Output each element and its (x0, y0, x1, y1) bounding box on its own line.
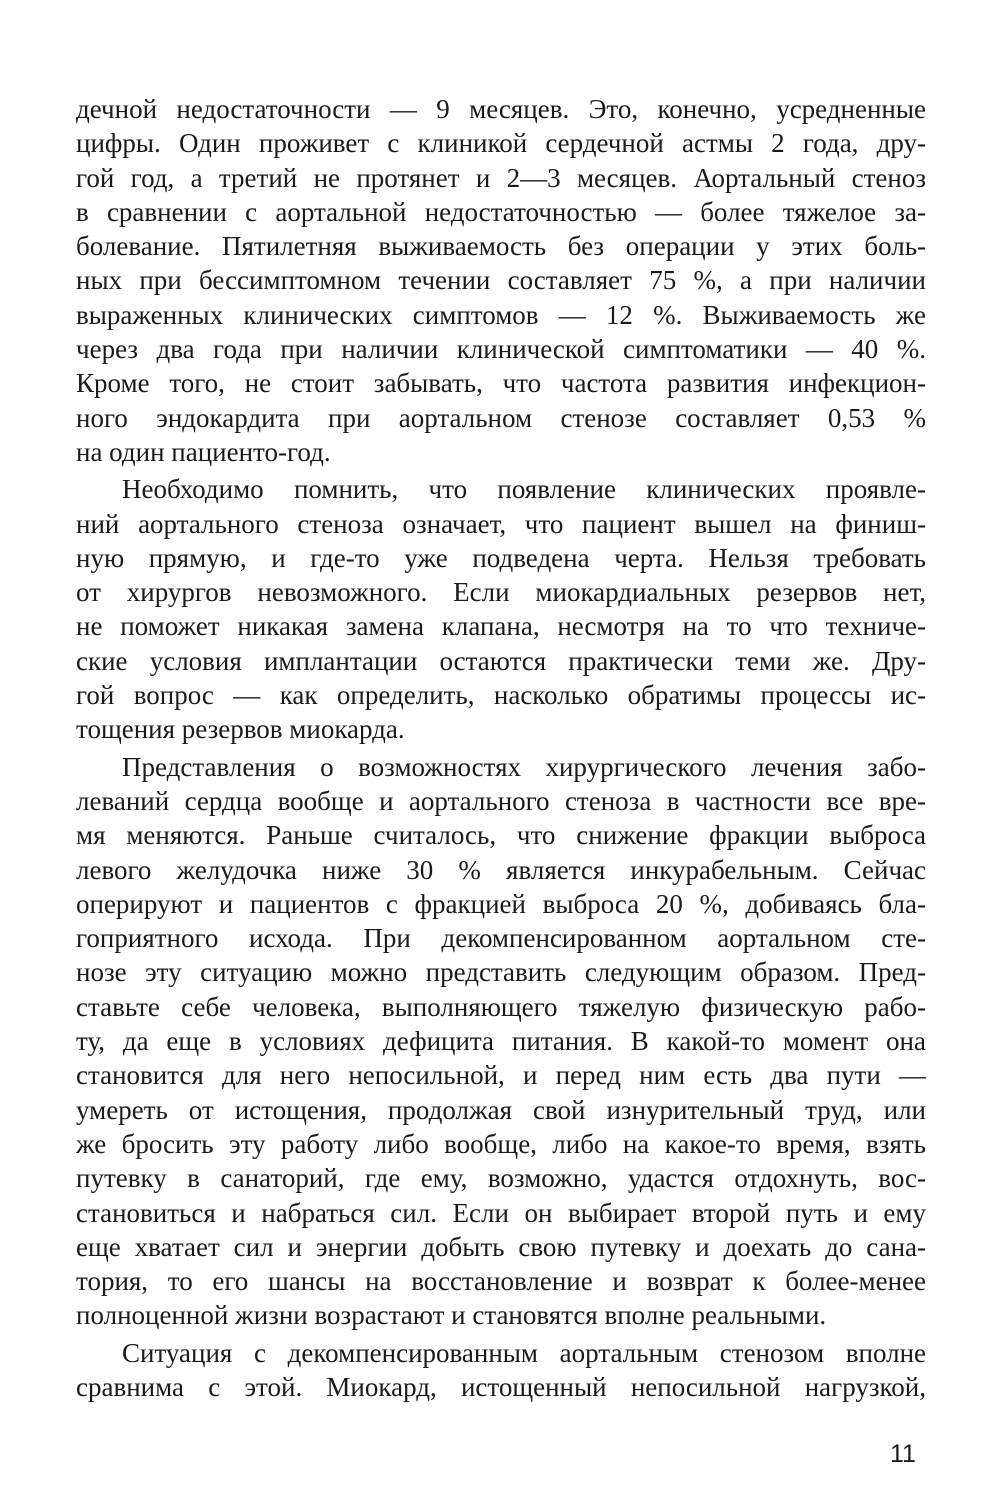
paragraph (76, 1336, 926, 1405)
body-text (76, 92, 926, 1404)
text-line: леваний сердца вообще и аортального стеноза в частности все вре- (76, 785, 926, 816)
text-line: нозе эту ситуацию можно представить следующим образом. Пред- (76, 957, 926, 988)
text-line: же бросить эту работу либо вообще, либо на какое-то время, взять (76, 1128, 926, 1159)
text-line: Ситуация с декомпенсированным аортальным стенозом вполне (122, 1337, 926, 1368)
text-line: ных при бессимптомном течении составляет 75 %, а при наличии (76, 265, 926, 296)
text-line: тория, то его шансы на восстановление и возврат к более-менее (76, 1266, 926, 1297)
text-line: левого желудочка ниже 30 % является инкурабельным. Сейчас (76, 854, 926, 885)
text-line: сравнима с этой. Миокард, истощенный непосильной нагрузкой, (76, 1371, 926, 1402)
text-line: цифры. Один проживет с клиникой сердечной астмы 2 года, дру- (76, 128, 926, 159)
text-line: от хирургов невозможного. Если миокардиальных резервов нет, (76, 577, 926, 608)
text-line: оперируют и пациентов с фракцией выброса 20 %, добиваясь бла- (76, 888, 926, 919)
text-line: еще хватает сил и энергии добыть свою путевку и доехать до сана- (76, 1231, 926, 1262)
text-line: тощения резервов миокарда. (76, 714, 405, 745)
paragraph (76, 472, 926, 746)
page-number: 11 (890, 1440, 916, 1468)
text-line: гоприятного исхода. При декомпенсированном аортальном сте- (76, 923, 926, 954)
paragraph (76, 750, 926, 1333)
text-line: мя меняются. Раньше считалось, что снижение фракции выброса (76, 820, 926, 851)
text-line: болевание. Пятилетняя выживаемость без операции у этих боль- (76, 231, 926, 262)
text-line: Кроме того, не стоит забывать, что частота развития инфекцион- (76, 368, 926, 399)
text-line: ту, да еще в условиях дефицита питания. В какой-то момент она (76, 1026, 926, 1057)
paragraph (76, 92, 926, 469)
text-line: ний аортального стеноза означает, что пациент вышел на финиш- (76, 508, 926, 539)
text-line: гой вопрос — как определить, насколько обратимы процессы ис- (76, 680, 926, 711)
text-line: через два года при наличии клинической симптоматики — 40 %. (76, 334, 926, 365)
text-line: выраженных клинических симптомов — 12 %. Выживаемость же (76, 299, 926, 330)
text-line: гой год, а третий не протянет и 2—3 месяцев. Аортальный стеноз (76, 162, 926, 193)
text-line: дечной недостаточности — 9 месяцев. Это, конечно, усредненные (76, 94, 926, 124)
text-line: не поможет никакая замена клапана, несмотря на то что техниче- (76, 611, 926, 642)
text-line: полноценной жизни возрастают и становятся вполне реальными. (76, 1300, 827, 1331)
text-line: становится для него непосильной, и перед ним есть два пути — (76, 1060, 926, 1091)
text-line: в сравнении с аортальной недостаточностью — более тяжелое за- (76, 196, 926, 227)
text-line: Необходимо помнить, что появление клинических проявле- (122, 474, 926, 505)
text-line: ного эндокардита при аортальном стенозе составляет 0,53 % (76, 402, 926, 433)
text-line: становиться и набраться сил. Если он выбирает второй путь и ему (76, 1197, 926, 1228)
text-line: ставьте себе человека, выполняющего тяжелую физическую рабо- (76, 991, 926, 1022)
text-line: ную прямую, и где-то уже подведена черта. Нельзя требовать (76, 542, 926, 573)
text-line: Представления о возможностях хирургического лечения забо- (122, 751, 926, 782)
text-line: на один пациенто-год. (76, 436, 331, 467)
text-line: путевку в санаторий, где ему, возможно, удастся отдохнуть, вос- (76, 1163, 926, 1194)
text-line: ские условия имплантации остаются практически теми же. Дру- (76, 645, 926, 676)
text-line: умереть от истощения, продолжая свой изнурительный труд, или (76, 1094, 926, 1125)
